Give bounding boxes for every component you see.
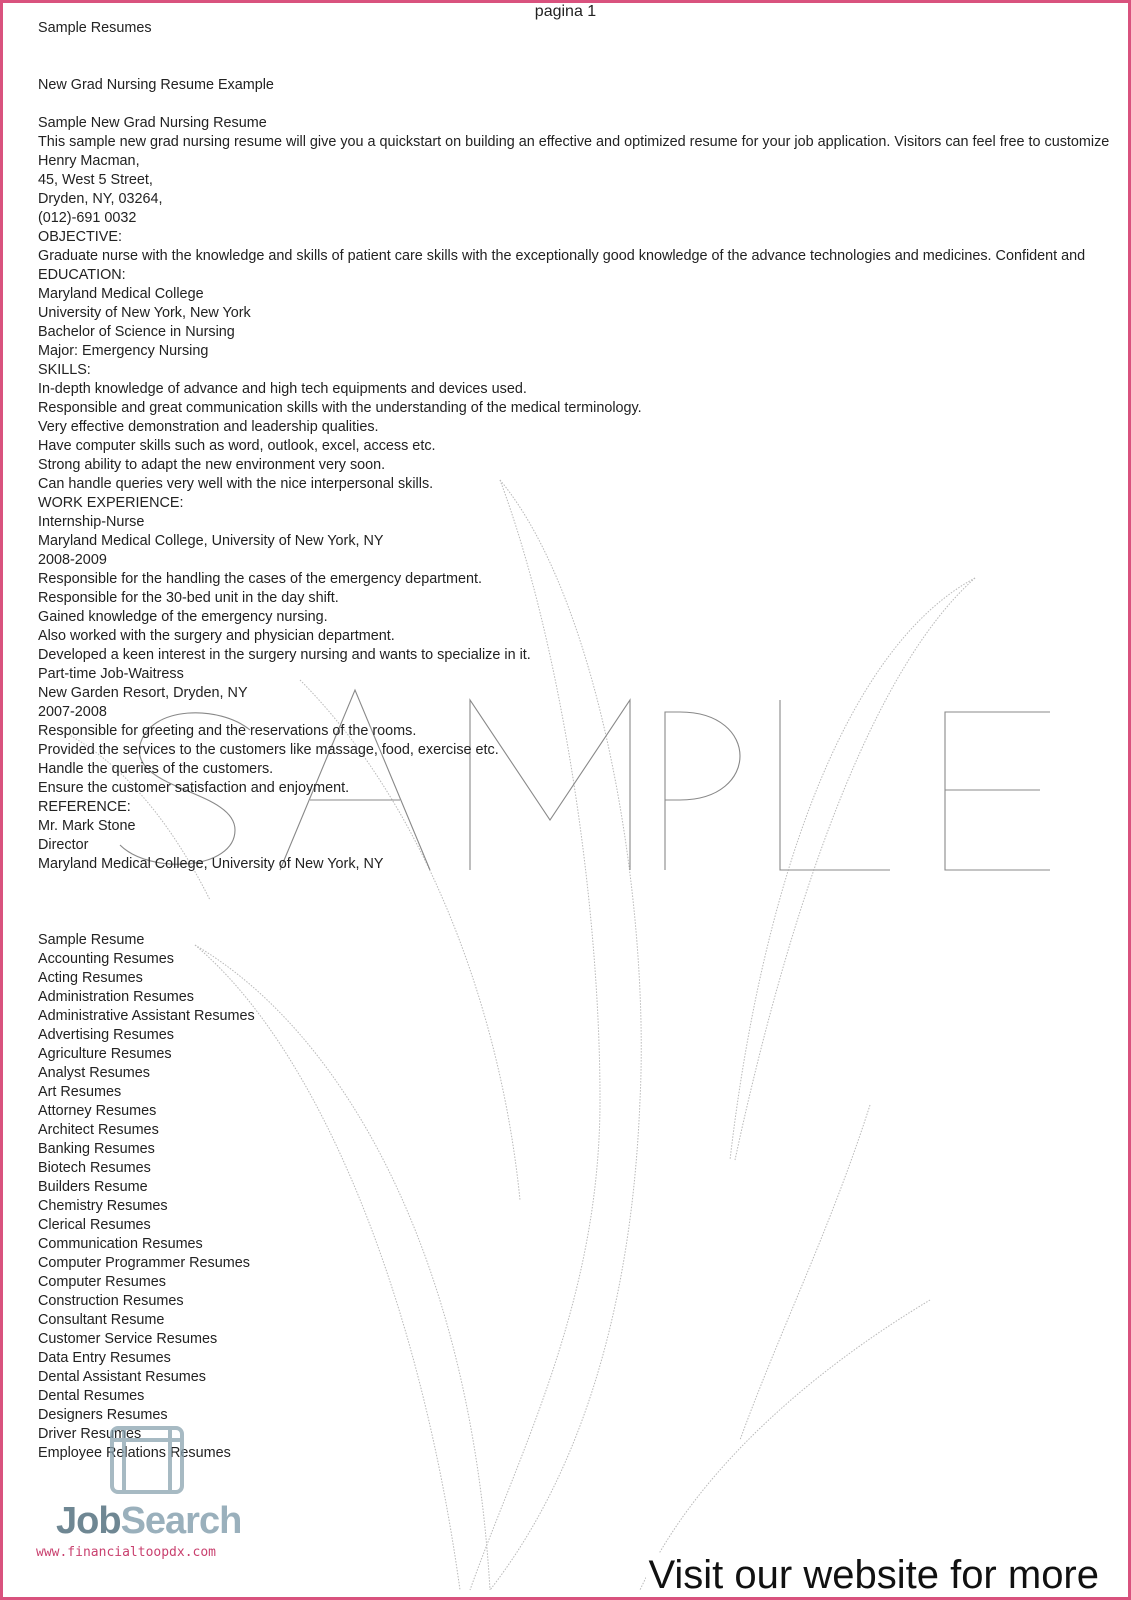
related-link[interactable]: Communication Resumes	[38, 1236, 203, 1252]
job-title: Part-time Job-Waitress	[38, 666, 184, 682]
related-link[interactable]: Construction Resumes	[38, 1293, 184, 1309]
job-duty: Provided the services to the customers like massage, food, exercise etc.	[38, 742, 499, 758]
logo-job: Job	[56, 1500, 121, 1542]
job-title: Internship-Nurse	[38, 514, 145, 530]
related-link[interactable]: Designers Resumes	[38, 1407, 168, 1423]
site-title: Sample Resumes	[38, 20, 152, 36]
skill-item: Very effective demonstration and leadership qualities.	[38, 419, 379, 435]
related-link[interactable]: Accounting Resumes	[38, 951, 174, 967]
reference-role: Director	[38, 837, 89, 853]
related-link[interactable]: Data Entry Resumes	[38, 1350, 171, 1366]
education-item: Major: Emergency Nursing	[38, 343, 209, 359]
resume-title: Sample New Grad Nursing Resume	[38, 115, 267, 131]
related-link[interactable]: Clerical Resumes	[38, 1217, 151, 1233]
related-link[interactable]: Computer Programmer Resumes	[38, 1255, 250, 1271]
jobsearch-wordmark	[56, 1500, 241, 1543]
job-dates: 2008-2009	[38, 552, 107, 568]
related-link[interactable]: Attorney Resumes	[38, 1103, 157, 1119]
related-link[interactable]: Consultant Resume	[38, 1312, 165, 1328]
page-number-label: pagina 1	[534, 3, 597, 20]
job-duty: Ensure the customer satisfaction and enjoyment.	[38, 780, 350, 796]
reference-name: Mr. Mark Stone	[38, 818, 136, 834]
objective-heading: OBJECTIVE:	[38, 229, 122, 245]
job-duty: Responsible for the 30-bed unit in the day shift.	[38, 590, 339, 606]
related-link[interactable]: Advertising Resumes	[38, 1027, 174, 1043]
job-employer: New Garden Resort, Dryden, NY	[38, 685, 248, 701]
related-link[interactable]: Analyst Resumes	[38, 1065, 150, 1081]
skill-item: Responsible and great communication skills with the understanding of the medical terminology.	[38, 400, 642, 416]
education-item: Maryland Medical College	[38, 286, 204, 302]
job-duty: Also worked with the surgery and physician department.	[38, 628, 395, 644]
related-heading: Sample Resume	[38, 932, 145, 948]
contact-phone: (012)-691 0032	[38, 210, 137, 226]
contact-city: Dryden, NY, 03264,	[38, 191, 163, 207]
skills-heading: SKILLS:	[38, 362, 91, 378]
related-link[interactable]: Banking Resumes	[38, 1141, 155, 1157]
related-link[interactable]: Builders Resume	[38, 1179, 148, 1195]
work-heading: WORK EXPERIENCE:	[38, 495, 184, 511]
intro-paragraph: This sample new grad nursing resume will give you a quickstart on building an effective and optimized resume for your job application. Visitors can feel free to customize	[38, 134, 1110, 150]
job-duty: Responsible for greeting and the reservations of the rooms.	[38, 723, 417, 739]
related-link[interactable]: Chemistry Resumes	[38, 1198, 168, 1214]
job-duty: Responsible for the handling the cases of the emergency department.	[38, 571, 482, 587]
contact-name: Henry Macman,	[38, 153, 140, 169]
related-link[interactable]: Dental Assistant Resumes	[38, 1369, 206, 1385]
example-title: New Grad Nursing Resume Example	[38, 77, 274, 93]
job-employer: Maryland Medical College, University of New York, NY	[38, 533, 384, 549]
related-link[interactable]: Dental Resumes	[38, 1388, 145, 1404]
site-url-link[interactable]: www.financialtoopdx.com	[36, 1545, 217, 1560]
objective-text: Graduate nurse with the knowledge and skills of patient care skills with the exceptionally good knowledge of the advance technologies and medicines. Confident and	[38, 248, 1086, 264]
related-link[interactable]: Art Resumes	[38, 1084, 122, 1100]
reference-org: Maryland Medical College, University of New York, NY	[38, 856, 384, 872]
job-duty: Gained knowledge of the emergency nursing.	[38, 609, 328, 625]
resume-document	[38, 19, 1128, 1463]
contact-street: 45, West 5 Street,	[38, 172, 153, 188]
skill-item: Can handle queries very well with the nice interpersonal skills.	[38, 476, 434, 492]
related-link[interactable]: Agriculture Resumes	[38, 1046, 172, 1062]
skill-item: In-depth knowledge of advance and high tech equipments and devices used.	[38, 381, 527, 397]
education-item: University of New York, New York	[38, 305, 251, 321]
related-link[interactable]: Customer Service Resumes	[38, 1331, 218, 1347]
job-duty: Developed a keen interest in the surgery nursing and wants to specialize in it.	[38, 647, 531, 663]
education-item: Bachelor of Science in Nursing	[38, 324, 235, 340]
related-link[interactable]: Acting Resumes	[38, 970, 143, 986]
related-link[interactable]: Biotech Resumes	[38, 1160, 151, 1176]
job-duty: Handle the queries of the customers.	[38, 761, 274, 777]
related-link[interactable]: Employee Relations Resumes	[38, 1445, 231, 1461]
education-heading: EDUCATION:	[38, 267, 126, 283]
skill-item: Strong ability to adapt the new environment very soon.	[38, 457, 386, 473]
related-link[interactable]: Driver Resumes	[38, 1426, 142, 1442]
job-dates: 2007-2008	[38, 704, 107, 720]
reference-heading: REFERENCE:	[38, 799, 131, 815]
visit-website-banner[interactable]: Visit our website for more	[648, 1553, 1099, 1597]
skill-item: Have computer skills such as word, outlook, excel, access etc.	[38, 438, 436, 454]
related-link[interactable]: Administrative Assistant Resumes	[38, 1008, 255, 1024]
related-link[interactable]: Architect Resumes	[38, 1122, 159, 1138]
related-link[interactable]: Administration Resumes	[38, 989, 194, 1005]
logo-search: Search	[120, 1500, 242, 1542]
related-link[interactable]: Computer Resumes	[38, 1274, 166, 1290]
